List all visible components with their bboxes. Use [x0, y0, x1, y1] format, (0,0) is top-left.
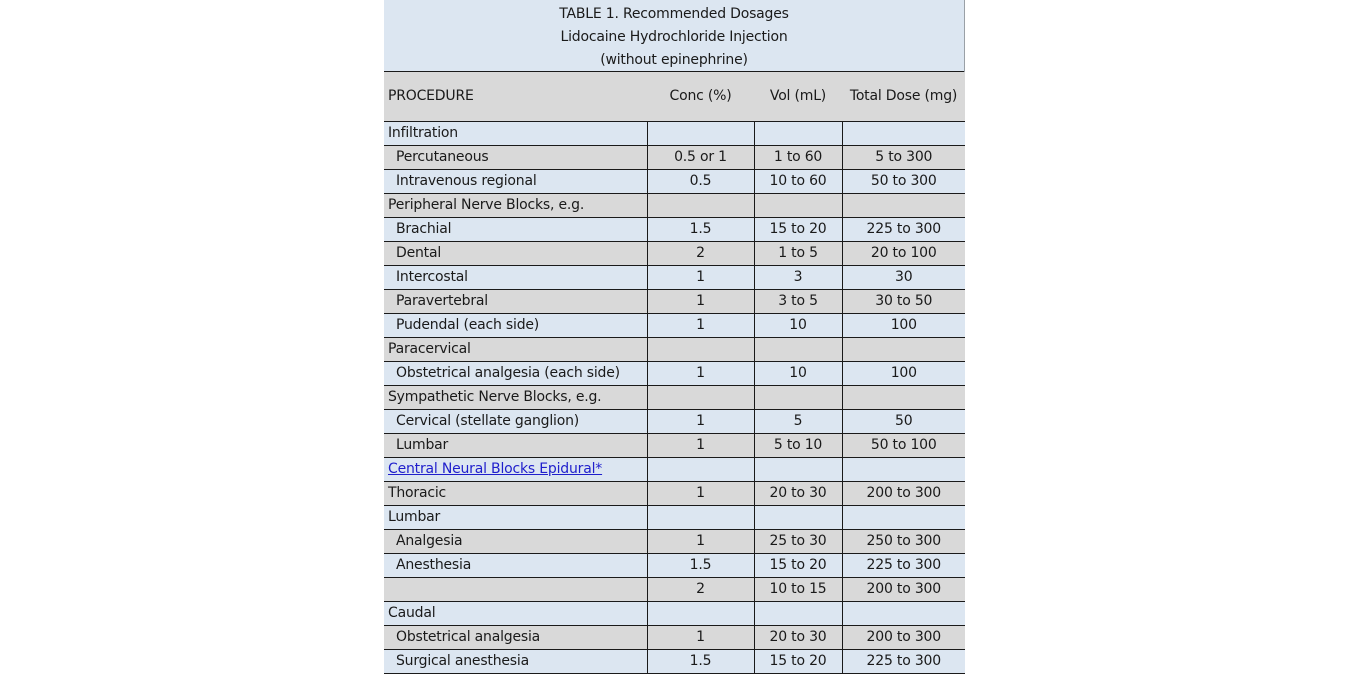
cell-conc [647, 457, 754, 481]
cell-procedure: Paracervical [384, 337, 647, 361]
cell-total-dose: 200 to 300 [842, 577, 965, 601]
cell-vol: 25 to 30 [754, 529, 842, 553]
cell-conc: 1 [647, 409, 754, 433]
cell-vol [754, 121, 842, 145]
cell-vol [754, 505, 842, 529]
cell-conc: 1 [647, 625, 754, 649]
cell-total-dose: 200 to 300 [842, 625, 965, 649]
table-row [384, 409, 965, 433]
column-header-conc: Conc (%) [647, 72, 754, 121]
cell-total-dose: 250 to 300 [842, 529, 965, 553]
cell-conc: 1 [647, 313, 754, 337]
column-header-procedure: PROCEDURE [384, 72, 647, 121]
cell-procedure: Obstetrical analgesia (each side) [384, 361, 647, 385]
cell-vol: 10 [754, 313, 842, 337]
cell-total-dose: 30 to 50 [842, 289, 965, 313]
cell-total-dose: 5 to 300 [842, 145, 965, 169]
cell-total-dose: 225 to 300 [842, 217, 965, 241]
cell-vol: 10 to 15 [754, 577, 842, 601]
cell-conc: 1 [647, 265, 754, 289]
cell-procedure: Thoracic [384, 481, 647, 505]
table-title-block [384, 0, 964, 72]
cell-conc [647, 337, 754, 361]
table-title: TABLE 1. Recommended Dosages [559, 6, 789, 22]
table-row [384, 193, 965, 217]
table-row [384, 457, 965, 481]
cell-vol: 3 [754, 265, 842, 289]
cell-conc: 1.5 [647, 217, 754, 241]
cell-procedure[interactable] [384, 457, 647, 481]
cell-procedure: Pudendal (each side) [384, 313, 647, 337]
table-row [384, 217, 965, 241]
cell-total-dose [842, 385, 965, 409]
cell-procedure: Peripheral Nerve Blocks, e.g. [384, 193, 647, 217]
cell-procedure: Caudal [384, 601, 647, 625]
cell-conc: 1 [647, 433, 754, 457]
cell-procedure: Obstetrical analgesia [384, 625, 647, 649]
cell-conc [647, 193, 754, 217]
cell-procedure: Dental [384, 241, 647, 265]
column-header-vol: Vol (mL) [754, 72, 842, 121]
table-row [384, 241, 965, 265]
cell-total-dose: 225 to 300 [842, 649, 965, 673]
cell-total-dose: 50 [842, 409, 965, 433]
cell-conc [647, 601, 754, 625]
cell-total-dose: 225 to 300 [842, 553, 965, 577]
cell-procedure: Lumbar [384, 505, 647, 529]
cell-total-dose: 30 [842, 265, 965, 289]
cell-total-dose [842, 337, 965, 361]
cell-vol: 5 to 10 [754, 433, 842, 457]
cell-procedure: Cervical (stellate ganglion) [384, 409, 647, 433]
table-subtitle-note: (without epinephrine) [600, 52, 748, 68]
table-row [384, 385, 965, 409]
cell-vol: 20 to 30 [754, 625, 842, 649]
table-row [384, 433, 965, 457]
cell-conc: 1 [647, 529, 754, 553]
dosage-table-sheet [384, 0, 965, 673]
cell-procedure: Brachial [384, 217, 647, 241]
table-row [384, 145, 965, 169]
cell-procedure: Surgical anesthesia [384, 649, 647, 673]
cell-vol [754, 193, 842, 217]
table-row [384, 577, 965, 601]
cell-conc [647, 121, 754, 145]
cell-conc [647, 505, 754, 529]
cell-conc: 2 [647, 241, 754, 265]
cell-conc: 1.5 [647, 553, 754, 577]
cell-total-dose [842, 193, 965, 217]
cell-vol: 3 to 5 [754, 289, 842, 313]
cell-procedure: Intravenous regional [384, 169, 647, 193]
table-row [384, 649, 965, 673]
table-row [384, 505, 965, 529]
header-row [384, 72, 965, 121]
table-row [384, 553, 965, 577]
cell-total-dose: 50 to 300 [842, 169, 965, 193]
table-row [384, 337, 965, 361]
cell-vol: 15 to 20 [754, 649, 842, 673]
cell-total-dose [842, 505, 965, 529]
column-header-dose: Total Dose (mg) [842, 72, 965, 121]
cell-procedure: Percutaneous [384, 145, 647, 169]
cell-total-dose: 200 to 300 [842, 481, 965, 505]
table-row [384, 289, 965, 313]
cell-procedure [384, 577, 647, 601]
cell-total-dose: 100 [842, 313, 965, 337]
cell-vol: 5 [754, 409, 842, 433]
dosage-table [384, 72, 965, 674]
cell-total-dose [842, 121, 965, 145]
table-row [384, 601, 965, 625]
cell-conc: 0.5 or 1 [647, 145, 754, 169]
cell-conc: 1 [647, 361, 754, 385]
table-row [384, 313, 965, 337]
cell-total-dose: 20 to 100 [842, 241, 965, 265]
cell-vol: 15 to 20 [754, 217, 842, 241]
cell-procedure: Sympathetic Nerve Blocks, e.g. [384, 385, 647, 409]
cell-procedure: Lumbar [384, 433, 647, 457]
table-row [384, 625, 965, 649]
cell-procedure: Analgesia [384, 529, 647, 553]
cell-conc [647, 385, 754, 409]
cell-vol: 1 to 60 [754, 145, 842, 169]
cell-vol: 1 to 5 [754, 241, 842, 265]
table-row [384, 481, 965, 505]
cell-total-dose: 100 [842, 361, 965, 385]
cell-total-dose [842, 601, 965, 625]
cell-procedure: Infiltration [384, 121, 647, 145]
cell-vol [754, 601, 842, 625]
table-subtitle: Lidocaine Hydrochloride Injection [560, 29, 788, 45]
cell-conc: 1.5 [647, 649, 754, 673]
cell-procedure: Intercostal [384, 265, 647, 289]
cell-procedure: Paravertebral [384, 289, 647, 313]
table-row [384, 169, 965, 193]
table-row [384, 361, 965, 385]
cell-total-dose [842, 457, 965, 481]
cell-conc: 0.5 [647, 169, 754, 193]
table-row [384, 529, 965, 553]
cell-vol: 15 to 20 [754, 553, 842, 577]
cell-vol: 10 to 60 [754, 169, 842, 193]
cell-vol: 10 [754, 361, 842, 385]
cell-vol [754, 457, 842, 481]
cell-vol [754, 385, 842, 409]
cell-total-dose: 50 to 100 [842, 433, 965, 457]
cell-vol: 20 to 30 [754, 481, 842, 505]
central-neural-blocks-link[interactable]: Central Neural Blocks Epidural* [388, 460, 603, 477]
table-row [384, 121, 965, 145]
cell-procedure: Anesthesia [384, 553, 647, 577]
cell-conc: 1 [647, 481, 754, 505]
table-row [384, 265, 965, 289]
cell-conc: 2 [647, 577, 754, 601]
cell-vol [754, 337, 842, 361]
cell-conc: 1 [647, 289, 754, 313]
